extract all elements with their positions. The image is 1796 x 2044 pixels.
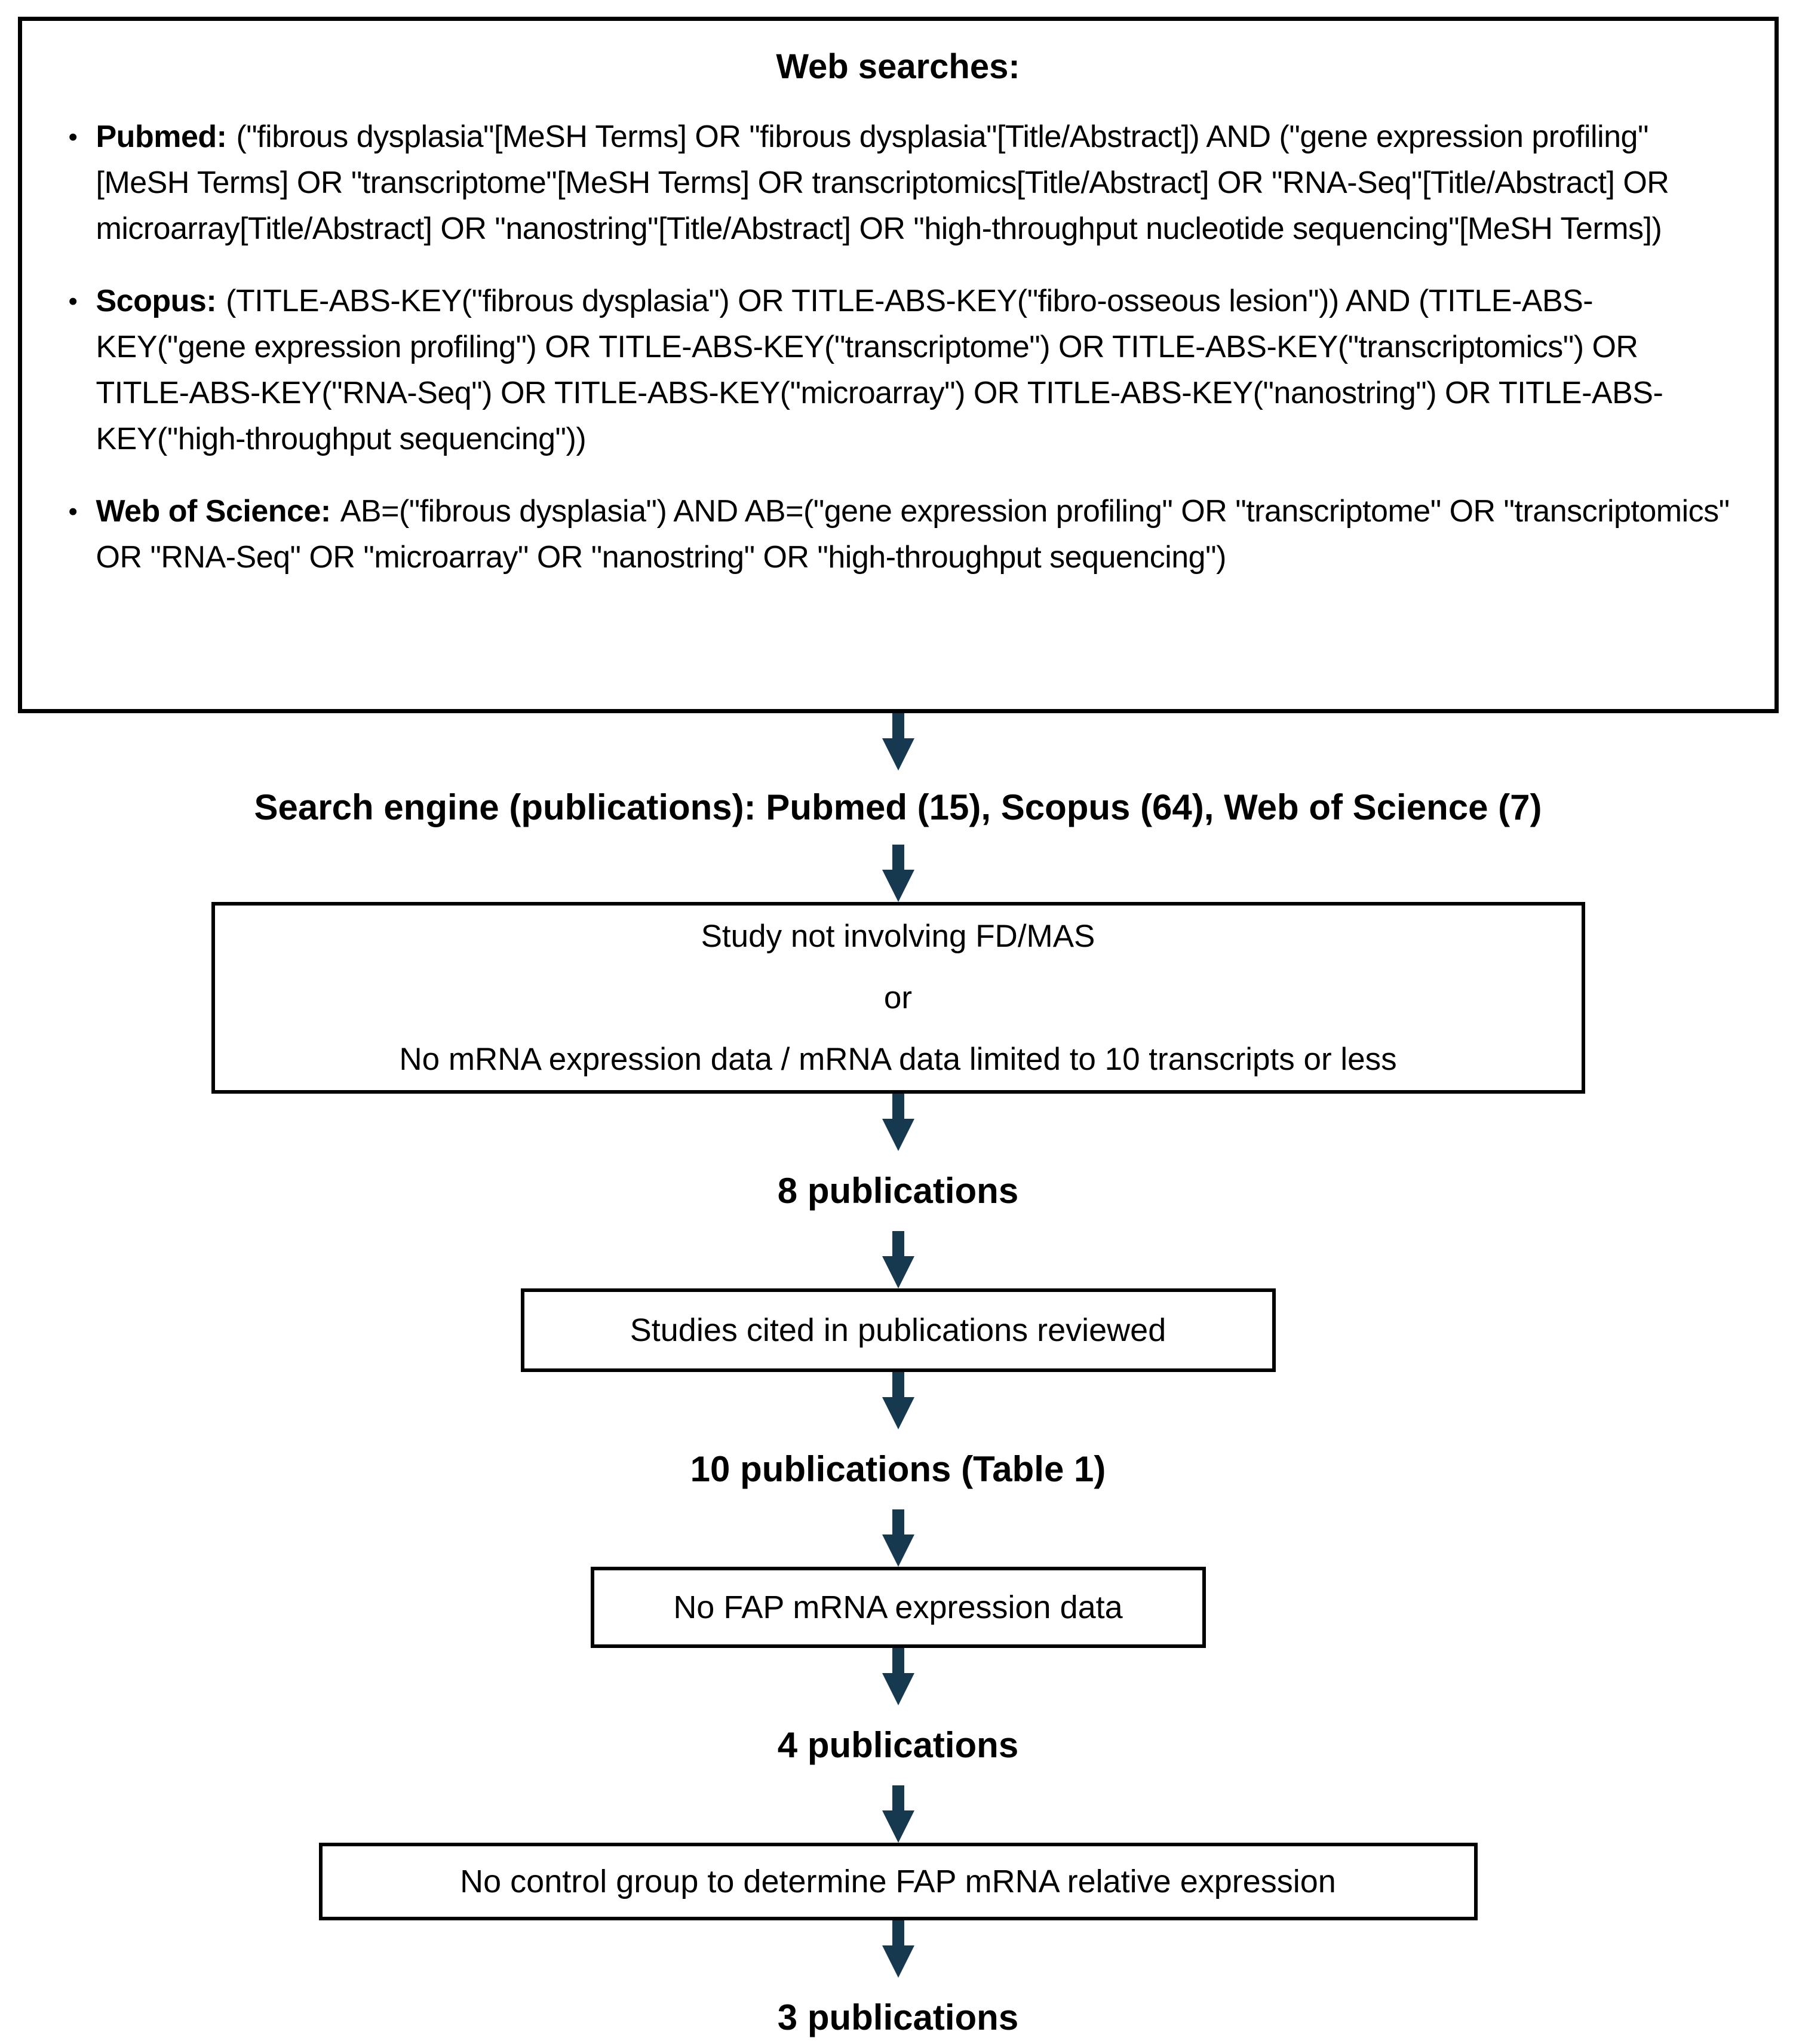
search-item-web-of-science: [57, 489, 1740, 581]
exclusion-box-no-fap-mrna: [591, 1567, 1206, 1648]
exclusion1-line2: or: [883, 980, 913, 1015]
exclusion1-line1: Study not involving FD/MAS: [701, 919, 1095, 954]
scopus-label: Scopus:: [96, 284, 217, 318]
wos-label: Web of Science:: [96, 494, 331, 529]
pubmed-query-text: [96, 114, 1740, 252]
exclusion1-line3: No mRNA expression data / mRNA data limited to 10 transcripts or less: [399, 1042, 1397, 1077]
arrow-down-icon: [880, 1648, 917, 1705]
bullet-icon: •: [68, 122, 78, 152]
arrow-down-icon: [880, 713, 917, 771]
exclusion-box-no-control-group: [319, 1843, 1478, 1920]
count-3-publications: 3 publications: [777, 1997, 1019, 2037]
exclusion-box-fdmas-mrna: [211, 902, 1585, 1094]
scopus-query-text: [96, 278, 1740, 462]
wos-query: AB=("fibrous dysplasia") AND AB=("gene expression profiling" OR "transcriptome" OR "transcriptomics" OR "RNA-Seq" OR "microarray" OR "nanostring" OR "high-throughput sequencing"): [96, 494, 1730, 575]
arrow-down-icon: [880, 1372, 917, 1429]
arrow-down-icon: [880, 1920, 917, 1978]
bullet-icon: •: [68, 287, 78, 316]
search-item-scopus: [57, 278, 1740, 462]
bullet-icon: •: [68, 497, 78, 526]
no-control-group-text: No control group to determine FAP mRNA relative expression: [460, 1864, 1336, 1899]
pubmed-query: ("fibrous dysplasia"[MeSH Terms] OR "fibrous dysplasia"[Title/Abstract]) AND ("gene expression profiling"[MeSH Terms] OR "transcriptome"[MeSH Terms] OR transcriptomics[Title/Abstract] OR "RNA-Seq"[Title/Abstract] OR microarray[Title/Abstract] OR "nanostring"[Title/Abstract] OR "high-throughput nucleotide sequencing"[MeSH Terms]): [96, 119, 1669, 246]
pubmed-label: Pubmed:: [96, 119, 227, 154]
search-item-pubmed: [57, 114, 1740, 252]
arrow-down-icon: [880, 845, 917, 902]
no-fap-mrna-text: No FAP mRNA expression data: [673, 1589, 1123, 1625]
search-results-line: Search engine (publications): Pubmed (15), Scopus (64), Web of Science (7): [254, 787, 1542, 827]
arrow-down-icon: [880, 1785, 917, 1843]
arrow-down-icon: [880, 1231, 917, 1288]
arrow-down-icon: [880, 1094, 917, 1151]
arrow-down-icon: [880, 1509, 917, 1567]
count-10-publications: 10 publications (Table 1): [690, 1449, 1106, 1489]
wos-query-text: [96, 489, 1740, 581]
web-searches-box: [18, 17, 1779, 713]
studies-cited-text: Studies cited in publications reviewed: [630, 1312, 1166, 1348]
studies-cited-box: [521, 1288, 1276, 1372]
count-4-publications: 4 publications: [777, 1725, 1019, 1765]
scopus-query: (TITLE-ABS-KEY("fibrous dysplasia") OR TITLE-ABS-KEY("fibro-osseous lesion")) AND (TITLE-ABS-KEY("gene expression profiling") OR TITLE-ABS-KEY("transcriptome") OR TITLE-ABS-KEY("transcriptomics") OR TITLE-ABS-KEY("RNA-Seq") OR TITLE-ABS-KEY("microarray") OR TITLE-ABS-KEY("nanostring") OR TITLE-ABS-KEY("high-throughput sequencing")): [96, 284, 1663, 456]
web-searches-title: Web searches:: [776, 47, 1020, 86]
count-8-publications: 8 publications: [777, 1171, 1019, 1211]
